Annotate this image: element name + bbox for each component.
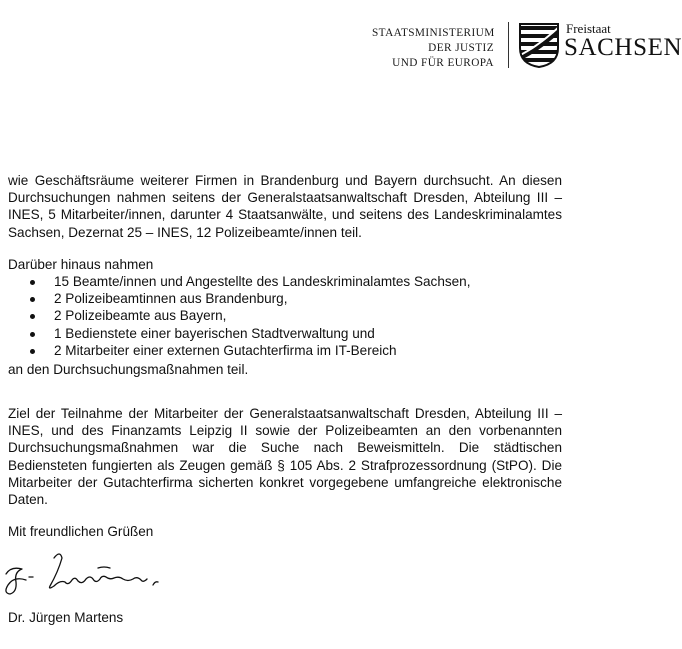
saxony-coat-of-arms-icon xyxy=(518,22,560,68)
list-item: 2 Polizeibeamte aus Bayern, xyxy=(28,307,470,324)
paragraph-purpose: Ziel der Teilnahme der Mitarbeiter der Generalstaatsanwaltschaft Dresden, Abteilung III – INES, und des Finanzamts Leipzig II sowie der Polizeibeamten an den vorbenannten Durchsuchungsmaßnahmen war die Suche nach Beweismitteln. Die städtischen Bediensteten fungierten als Zeugen gemäß § 105 Abs. 2 Strafprozessordnung (StPO). Die Mitarbeiter der Gutachterfirma sicherten konkret vorgegebene umfangreiche elektronische Daten. xyxy=(8,406,562,508)
participants-list xyxy=(28,273,470,359)
brand-sachsen: SACHSEN xyxy=(564,34,682,61)
brand-freistaat: Freistaat xyxy=(566,21,611,36)
handwritten-signature-icon xyxy=(2,546,202,608)
paragraph-searches: wie Geschäftsräume weiterer Firmen in Brandenburg und Bayern durchsucht. An diesen Durchsuchungen nahmen seitens der Generalstaatsanwaltschaft Dresden, Abteilung III – INES, 5 Mitarbeiter/innen, darunter 4 Staatsanwälte, und seitens des Landeskriminalamtes Sachsen, Dezernat 25 – INES, 12 Polizeibeamte/innen teil. xyxy=(8,173,562,240)
list-item: 15 Beamte/innen und Angestellte des Landeskriminalamtes Sachsen, xyxy=(28,273,470,290)
outro-line: an den Durchsuchungsmaßnahmen teil. xyxy=(8,362,249,377)
closing-greeting: Mit freundlichen Grüßen xyxy=(8,524,154,539)
ministry-line-2: DER JUSTIZ xyxy=(428,42,494,55)
intro-line: Darüber hinaus nahmen xyxy=(8,257,154,272)
list-item: 1 Bedienstete einer bayerischen Stadtverwaltung und xyxy=(28,325,470,342)
signatory-name: Dr. Jürgen Martens xyxy=(8,610,124,625)
header-divider xyxy=(508,22,509,68)
list-item: 2 Polizeibeamtinnen aus Brandenburg, xyxy=(28,290,470,307)
ministry-name xyxy=(372,26,494,72)
ministry-line-3: UND FÜR EUROPA xyxy=(392,57,494,70)
list-item: 2 Mitarbeiter einer externen Gutachterfirma im IT-Bereich xyxy=(28,342,470,359)
ministry-line-1: STAATSMINISTERIUM xyxy=(372,27,495,39)
